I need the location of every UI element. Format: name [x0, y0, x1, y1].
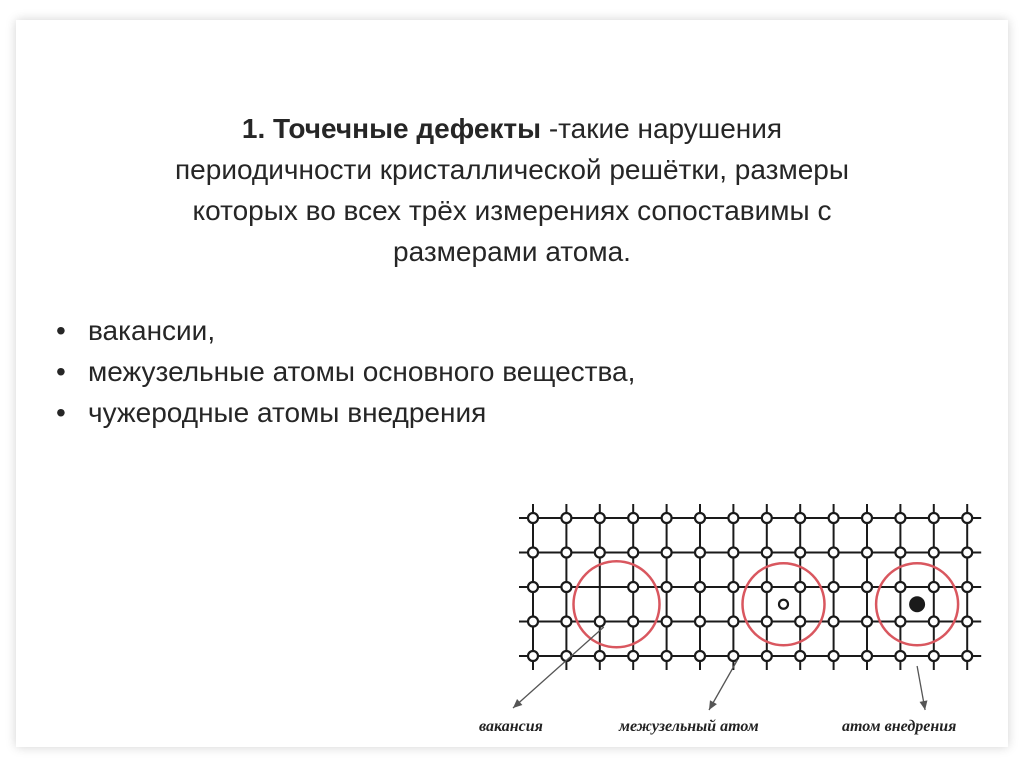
- definition-line-1-rest: -такие нарушения: [541, 113, 783, 144]
- lattice-atom: [929, 651, 939, 661]
- lattice-atom: [595, 651, 605, 661]
- defects-list-item: • вакансии,: [54, 310, 635, 351]
- lattice-atom: [762, 582, 772, 592]
- lattice-atom: [895, 651, 905, 661]
- lattice-atom: [561, 513, 571, 523]
- lattice-atom: [795, 651, 805, 661]
- lattice-atom: [895, 513, 905, 523]
- definition-line-3: которых во всех трёх измерениях сопоставимы с: [192, 195, 832, 226]
- vacancy-arrow: [513, 627, 604, 708]
- lattice-atom: [795, 548, 805, 558]
- lattice-atom: [728, 617, 738, 627]
- lattice-atom: [795, 617, 805, 627]
- interstitial-atom: [779, 600, 788, 609]
- lattice-atom: [929, 617, 939, 627]
- lattice-atom: [962, 582, 972, 592]
- label-interstitial-atom: межузельный атом: [619, 718, 759, 735]
- lattice-atom: [962, 651, 972, 661]
- lattice-atom: [695, 548, 705, 558]
- lattice-atom: [662, 513, 672, 523]
- lattice-atom: [895, 617, 905, 627]
- definition-lead: 1. Точечные дефекты: [241, 113, 542, 144]
- label-vacancy: вакансия: [479, 718, 543, 735]
- lattice-atom: [662, 617, 672, 627]
- lattice-atom: [728, 582, 738, 592]
- lattice-atom: [662, 582, 672, 592]
- lattice-atom: [862, 617, 872, 627]
- lattice-atom: [962, 617, 972, 627]
- lattice-atom: [762, 651, 772, 661]
- lattice-atom: [762, 617, 772, 627]
- lattice-atom: [728, 513, 738, 523]
- lattice-diagram: [461, 478, 1001, 743]
- lattice-atom: [895, 582, 905, 592]
- lattice-atom: [962, 548, 972, 558]
- lattice-atom: [929, 582, 939, 592]
- defects-list: [54, 310, 635, 433]
- lattice-atom: [628, 548, 638, 558]
- lattice-atom: [628, 582, 638, 592]
- lattice-atom: [595, 548, 605, 558]
- lattice-atom: [862, 582, 872, 592]
- lattice-atom: [595, 617, 605, 627]
- lattice-atom: [528, 548, 538, 558]
- lattice-atom: [528, 617, 538, 627]
- lattice-defects-figure: [461, 478, 1001, 743]
- lattice-atom: [862, 513, 872, 523]
- lattice-atom: [528, 651, 538, 661]
- definition-line-1: [96, 108, 928, 149]
- lattice-atom: [695, 651, 705, 661]
- lattice-atom: [695, 582, 705, 592]
- defects-list-item: • межузельные атомы основного вещества,: [54, 351, 635, 392]
- lattice-atom: [895, 548, 905, 558]
- label-impurity-atom: атом внедрения: [842, 718, 957, 735]
- lattice-atom: [929, 548, 939, 558]
- lattice-atom: [628, 617, 638, 627]
- lattice-atom: [829, 513, 839, 523]
- lattice-atom: [795, 582, 805, 592]
- lattice-atom: [862, 651, 872, 661]
- lattice-atom: [695, 513, 705, 523]
- defects-list-item: • чужеродные атомы внедрения: [54, 392, 635, 433]
- lattice-atom: [795, 513, 805, 523]
- impurity-atom: [909, 596, 925, 612]
- lattice-atom: [829, 582, 839, 592]
- lattice-atom: [628, 651, 638, 661]
- lattice-atom: [829, 651, 839, 661]
- lattice-atom: [962, 513, 972, 523]
- lattice-atom: [728, 548, 738, 558]
- label-arrows: [513, 627, 927, 710]
- lattice-atom: [662, 548, 672, 558]
- slide: [16, 20, 1008, 747]
- definition-line-2: периодичности кристаллической решётки, размеры: [175, 154, 849, 185]
- lattice-atom: [695, 617, 705, 627]
- lattice-atom: [728, 651, 738, 661]
- lattice-atom: [762, 548, 772, 558]
- definition-paragraph: [96, 108, 928, 272]
- interstitial-arrow-head: [709, 700, 717, 710]
- definition-line-4: размерами атома.: [393, 236, 631, 267]
- lattice-atom: [628, 513, 638, 523]
- lattice-atom: [561, 582, 571, 592]
- lattice-atom: [528, 582, 538, 592]
- impurity-arrow-head: [920, 700, 928, 710]
- lattice-atom: [829, 548, 839, 558]
- lattice-atom: [561, 548, 571, 558]
- lattice-atom: [762, 513, 772, 523]
- lattice-atom: [829, 617, 839, 627]
- lattice-atom: [528, 513, 538, 523]
- vacancy-highlight-circle: [574, 561, 660, 647]
- lattice-atom: [862, 548, 872, 558]
- lattice-atom: [929, 513, 939, 523]
- lattice-atom: [662, 651, 672, 661]
- lattice-atom: [561, 617, 571, 627]
- lattice-atom: [595, 513, 605, 523]
